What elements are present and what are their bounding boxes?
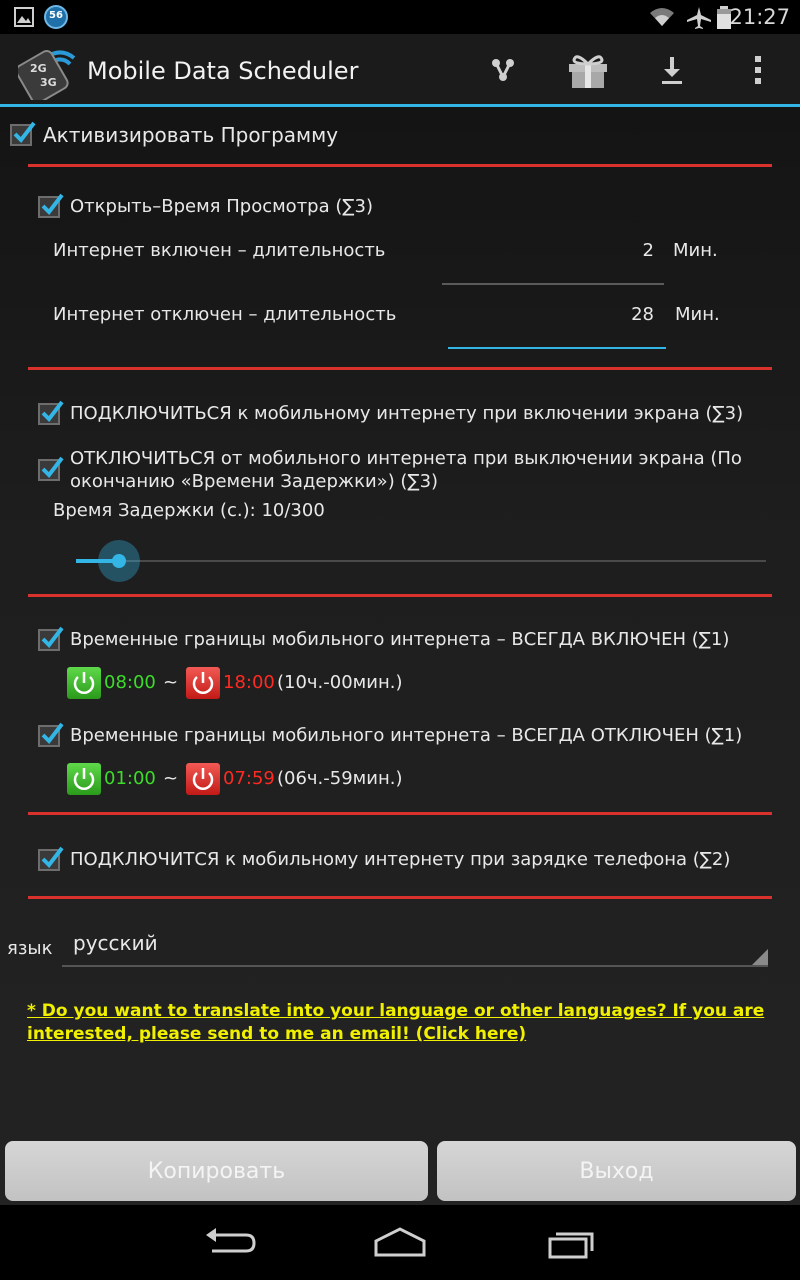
download-button[interactable]	[632, 34, 712, 106]
screen-disconnect-label-line2: окончанию «Времени Задержки») (∑3)	[70, 471, 439, 492]
view-time-checkbox[interactable]	[38, 193, 64, 219]
view-time-label: Открыть–Время Просмотра (∑3)	[70, 196, 373, 217]
power-off-button[interactable]	[186, 763, 220, 795]
logo-text-2g: 2G	[30, 62, 47, 75]
home-button[interactable]	[360, 1221, 440, 1265]
translate-link-line1: * Do you want to translate into your language or other languages? If you are	[27, 1001, 765, 1021]
always-on-duration: (10ч.-00мин.)	[277, 672, 403, 693]
always-on-end-time[interactable]: 18:00	[223, 672, 275, 693]
always-off-tilde: ~	[163, 768, 179, 789]
section-divider	[28, 594, 772, 597]
clock: 21:27	[729, 5, 790, 29]
home-icon	[360, 1221, 440, 1265]
activate-label: Активизировать Программу	[43, 123, 339, 147]
charging-checkbox[interactable]	[38, 846, 64, 872]
translate-link-line2: interested, please send to me an email! (Click here)	[27, 1024, 527, 1044]
off-duration-underline	[448, 347, 666, 349]
delay-label: Время Задержки (с.): 10/300	[53, 500, 325, 521]
section-divider	[28, 164, 772, 167]
screen-connect-checkbox[interactable]	[38, 400, 64, 426]
off-duration-unit: Мин.	[675, 304, 720, 325]
power-icon	[186, 763, 220, 795]
language-label: язык	[7, 938, 53, 959]
logo-text-3g: 3G	[40, 76, 57, 89]
overflow-menu-button[interactable]	[718, 34, 798, 106]
power-off-button[interactable]	[186, 667, 220, 699]
off-duration-input[interactable]: 28	[631, 304, 654, 325]
delay-slider[interactable]	[76, 540, 766, 582]
power-on-button[interactable]	[67, 763, 101, 795]
share-button[interactable]	[463, 34, 543, 106]
language-spinner[interactable]	[62, 922, 768, 968]
overflow-menu-icon	[753, 54, 763, 86]
charging-label: ПОДКЛЮЧИТСЯ к мобильному интернету при зарядке телефона (∑2)	[70, 849, 731, 870]
signal-logo-icon	[18, 42, 76, 100]
status-bar	[0, 0, 800, 34]
always-on-checkbox[interactable]	[38, 626, 64, 652]
app-title: Mobile Data Scheduler	[87, 57, 359, 85]
section-divider	[28, 367, 772, 370]
always-on-label: Временные границы мобильного интернета – ВСЕГДА ВКЛЮЧЕН (∑1)	[70, 629, 730, 650]
screen-connect-label: ПОДКЛЮЧИТЬСЯ к мобильному интернету при включении экрана (∑3)	[70, 403, 744, 424]
slider-track	[76, 560, 766, 562]
airplane-icon	[686, 6, 712, 30]
recents-icon	[530, 1221, 610, 1265]
language-value: русский	[73, 931, 158, 955]
always-on-start-time[interactable]: 08:00	[104, 672, 156, 693]
gift-button[interactable]	[548, 34, 628, 106]
recents-button[interactable]	[530, 1221, 610, 1265]
slider-thumb[interactable]	[98, 540, 140, 582]
translate-link[interactable]	[27, 1000, 767, 1046]
always-off-checkbox[interactable]	[38, 722, 64, 748]
back-icon	[190, 1221, 270, 1265]
always-off-duration: (06ч.-59мин.)	[277, 768, 403, 789]
share-icon	[488, 55, 518, 85]
section-divider	[28, 896, 772, 899]
screen-disconnect-label-line1: ОТКЛЮЧИТЬСЯ от мобильного интернета при выключении экрана (По	[70, 448, 742, 469]
wifi-icon	[648, 6, 676, 28]
navigation-bar	[0, 1205, 800, 1280]
spinner-arrow-icon	[752, 949, 768, 965]
power-icon	[67, 667, 101, 699]
back-button[interactable]	[190, 1221, 270, 1265]
screen-disconnect-checkbox[interactable]	[38, 456, 64, 482]
app-logo[interactable]	[18, 42, 76, 100]
on-duration-underline	[442, 283, 664, 285]
off-duration-label: Интернет отключен – длительность	[53, 304, 397, 325]
power-icon	[186, 667, 220, 699]
notification-badge: 56	[49, 10, 63, 21]
copy-button[interactable]: Копировать	[5, 1141, 428, 1201]
activate-checkbox[interactable]	[10, 121, 36, 147]
on-duration-unit: Мин.	[673, 240, 718, 261]
section-divider	[28, 812, 772, 815]
power-icon	[67, 763, 101, 795]
always-off-end-time[interactable]: 07:59	[223, 768, 275, 789]
on-duration-input[interactable]: 2	[642, 240, 654, 261]
always-off-start-time[interactable]: 01:00	[104, 768, 156, 789]
power-on-button[interactable]	[67, 667, 101, 699]
badge-icon	[44, 5, 68, 29]
on-duration-label: Интернет включен – длительность	[53, 240, 386, 261]
download-icon	[660, 55, 684, 85]
spinner-underline	[62, 965, 768, 967]
image-icon	[14, 7, 34, 27]
exit-button[interactable]: Выход	[437, 1141, 796, 1201]
always-off-label: Временные границы мобильного интернета – ВСЕГДА ОТКЛЮЧЕН (∑1)	[70, 725, 743, 746]
gift-icon	[566, 50, 610, 90]
always-on-tilde: ~	[163, 672, 179, 693]
